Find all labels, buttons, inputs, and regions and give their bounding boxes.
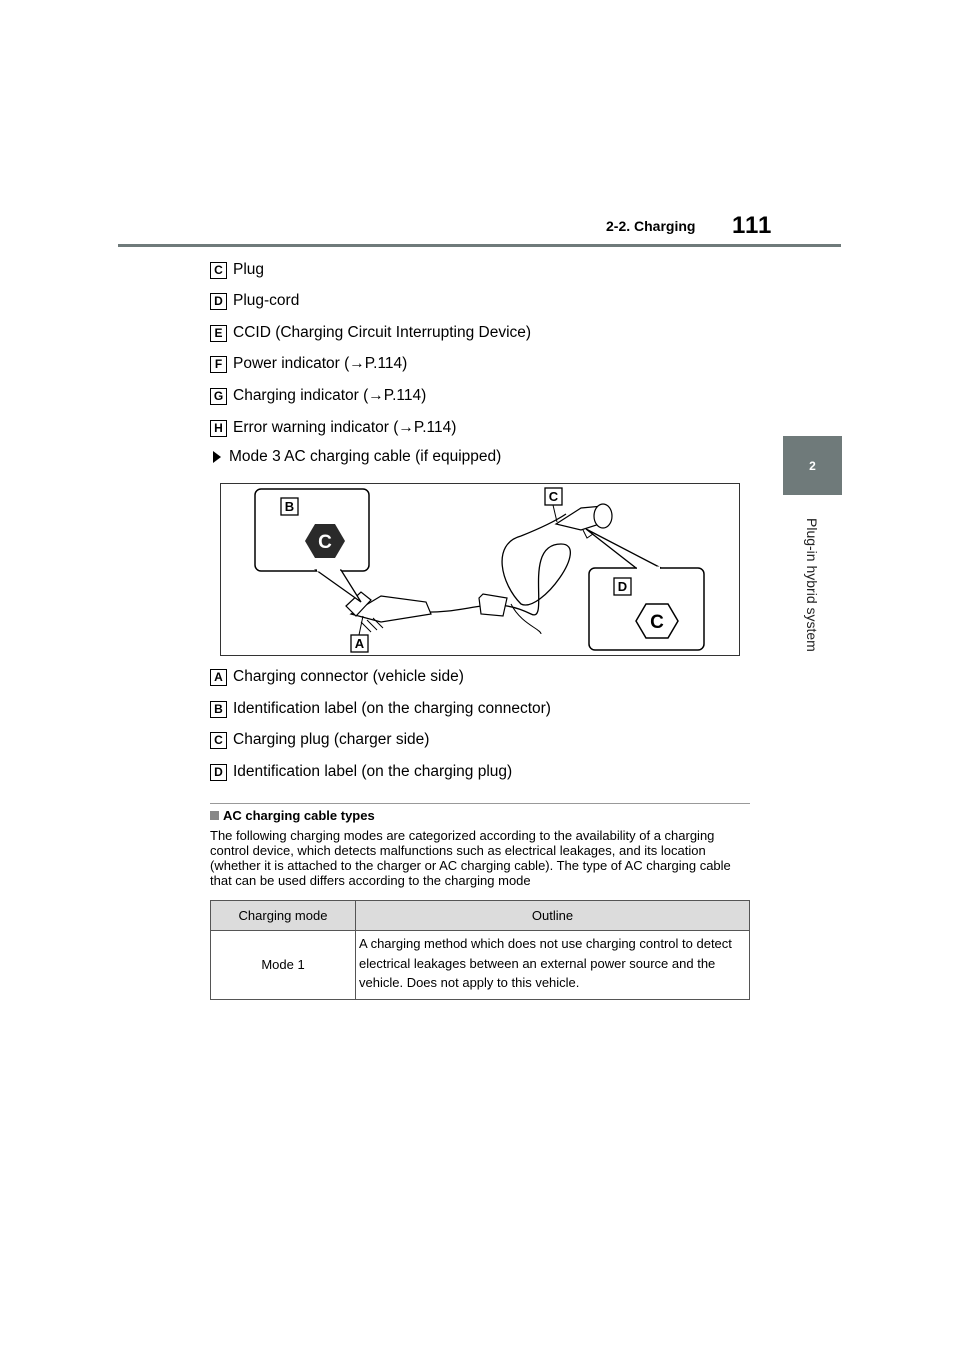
list-item bbox=[210, 354, 407, 374]
section-title: 2-2. Charging bbox=[606, 218, 696, 234]
letter-badge: C bbox=[210, 732, 227, 749]
square-bullet-icon bbox=[210, 811, 219, 820]
list-item-text: Plug bbox=[233, 261, 265, 278]
charging-plug-face bbox=[594, 504, 612, 528]
list-item-text: Charging plug (charger side) bbox=[233, 731, 430, 748]
hex-label-right-text: C bbox=[650, 612, 664, 633]
list-item bbox=[210, 386, 426, 406]
callout-d: D bbox=[617, 579, 628, 594]
chapter-title: Plug-in hybrid system bbox=[804, 518, 820, 652]
list-item bbox=[210, 260, 264, 280]
callout-c: C bbox=[548, 489, 559, 504]
list-item-text: Charging indicator (→P.114) bbox=[233, 387, 427, 404]
list-item bbox=[210, 291, 299, 311]
page-number: 111 bbox=[732, 212, 773, 239]
subsection-heading bbox=[210, 808, 375, 823]
letter-badge: C bbox=[210, 262, 227, 279]
list-item bbox=[210, 762, 512, 782]
letter-badge: G bbox=[210, 388, 227, 405]
callout-pointer-right bbox=[586, 529, 661, 568]
list-item bbox=[210, 418, 456, 438]
list-item-text: Plug-cord bbox=[233, 292, 300, 309]
list-item-text: Identification label (on the charging plug) bbox=[233, 763, 513, 780]
callout-b: B bbox=[284, 499, 295, 514]
list-item bbox=[210, 699, 551, 719]
mode3-heading-text: Mode 3 AC charging cable (if equipped) bbox=[229, 448, 502, 465]
table-header-row bbox=[211, 901, 750, 931]
table-cell-mode: Mode 1 bbox=[211, 931, 356, 1000]
table-header: Outline bbox=[356, 901, 750, 931]
list-item bbox=[210, 667, 464, 687]
letter-badge: D bbox=[210, 293, 227, 310]
letter-badge: B bbox=[210, 701, 227, 718]
letter-badge: D bbox=[210, 764, 227, 781]
mode3-heading bbox=[213, 448, 501, 466]
arrow-right-icon bbox=[213, 451, 221, 463]
callout-pointer-left bbox=[316, 570, 361, 602]
ccid-box bbox=[479, 594, 507, 616]
list-item-text: CCID (Charging Circuit Interrupting Device) bbox=[233, 324, 532, 341]
letter-badge: A bbox=[210, 669, 227, 686]
hex-label-left-text: C bbox=[318, 532, 332, 553]
list-item bbox=[210, 730, 429, 750]
list-item bbox=[210, 323, 531, 343]
list-item-text: Charging connector (vehicle side) bbox=[233, 668, 464, 685]
callout-a: A bbox=[354, 636, 365, 651]
chapter-tab: 2 bbox=[783, 436, 842, 495]
subsection-paragraph: The following charging modes are categorized according to the availability of a charging control device, which detects malfunctions such as electrical leakages, and its location (whether it is attached to the charger or AC charging cable). The type of AC charging cable that can be used differs according to the charging mode bbox=[210, 828, 731, 888]
cable-illustration bbox=[221, 484, 739, 655]
charging-cable-figure bbox=[220, 483, 740, 656]
letter-badge: H bbox=[210, 420, 227, 437]
letter-badge: F bbox=[210, 356, 227, 373]
subsection-title: AC charging cable types bbox=[223, 808, 375, 823]
letter-badge: E bbox=[210, 325, 227, 342]
list-item-text: Error warning indicator (→P.114) bbox=[233, 419, 457, 436]
table-cell-outline: A charging method which does not use charging control to detect electrical leakages between an external power source and the vehicle. Does not apply to this vehicle. bbox=[356, 931, 750, 1000]
leader-line-a bbox=[359, 616, 363, 635]
table-row bbox=[211, 931, 750, 1000]
list-item-text: Power indicator (→P.114) bbox=[233, 355, 408, 372]
header-rule bbox=[118, 244, 841, 247]
table-header: Charging mode bbox=[211, 901, 356, 931]
list-item-text: Identification label (on the charging connector) bbox=[233, 700, 551, 717]
charging-modes-table bbox=[210, 900, 750, 1000]
subsection-rule bbox=[210, 803, 750, 804]
leader-line-c bbox=[553, 505, 557, 522]
